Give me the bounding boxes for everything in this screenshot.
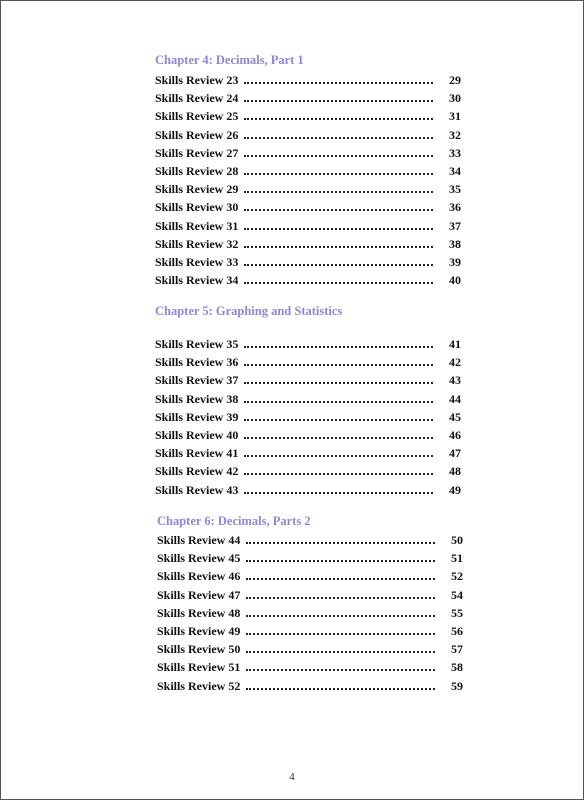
toc-entry-page-number: 46 bbox=[449, 428, 461, 442]
toc-entry-label: Skills Review 37 bbox=[155, 373, 239, 388]
toc-entry-label: Skills Review 24 bbox=[155, 91, 239, 106]
toc-entry[interactable] bbox=[157, 531, 463, 549]
toc-entry[interactable] bbox=[157, 567, 463, 585]
toc-entry[interactable] bbox=[155, 371, 461, 389]
toc-entry[interactable] bbox=[155, 462, 461, 480]
toc-entry-label: Skills Review 25 bbox=[155, 109, 239, 124]
toc-entry[interactable] bbox=[155, 71, 461, 89]
toc-entry-label: Skills Review 40 bbox=[155, 428, 239, 442]
toc-entry-page-number: 35 bbox=[449, 182, 461, 197]
toc-entry-page-number: 40 bbox=[449, 273, 461, 288]
toc-entry-label: Skills Review 49 bbox=[157, 624, 241, 638]
dot-leader bbox=[244, 492, 433, 494]
toc-entry[interactable] bbox=[157, 640, 463, 658]
toc-entry-label: Skills Review 46 bbox=[157, 569, 241, 584]
chapter-heading: Chapter 5: Graphing and Statistics bbox=[155, 304, 343, 318]
toc-entry-label: Skills Review 45 bbox=[157, 551, 241, 566]
toc-entry[interactable] bbox=[155, 180, 461, 198]
toc-entry-page-number: 41 bbox=[449, 337, 461, 351]
dot-leader bbox=[244, 419, 433, 421]
dot-leader bbox=[244, 155, 433, 157]
dot-leader bbox=[244, 228, 433, 230]
toc-entry-label: Skills Review 43 bbox=[155, 482, 239, 497]
toc-entry[interactable] bbox=[155, 390, 461, 408]
toc-entry[interactable] bbox=[157, 677, 463, 695]
toc-entry-page-number: 32 bbox=[449, 127, 461, 142]
toc-entry-label: Skills Review 34 bbox=[155, 273, 239, 288]
toc-entry-label: Skills Review 32 bbox=[155, 236, 239, 251]
dot-leader bbox=[244, 100, 433, 102]
toc-entry[interactable] bbox=[157, 658, 463, 676]
dot-leader bbox=[244, 137, 433, 139]
page-number: 4 bbox=[289, 771, 295, 783]
dot-leader bbox=[244, 346, 433, 348]
toc-entry-label: Skills Review 39 bbox=[155, 409, 239, 424]
dot-leader bbox=[244, 209, 433, 211]
toc-entry[interactable] bbox=[155, 444, 461, 462]
toc-entry-page-number: 54 bbox=[451, 587, 463, 602]
chapter-heading: Chapter 4: Decimals, Part 1 bbox=[155, 53, 304, 67]
toc-entry[interactable] bbox=[155, 426, 461, 444]
toc-entry-page-number: 57 bbox=[451, 642, 463, 657]
toc-entry-label: Skills Review 26 bbox=[155, 127, 239, 142]
toc-entry-page-number: 48 bbox=[449, 464, 461, 479]
toc-entry[interactable] bbox=[157, 604, 463, 622]
dot-leader bbox=[246, 688, 435, 690]
dot-leader bbox=[244, 246, 433, 248]
toc-entry-page-number: 47 bbox=[449, 446, 461, 461]
dot-leader bbox=[246, 597, 435, 599]
toc-entry-page-number: 29 bbox=[449, 73, 461, 87]
toc-entry[interactable] bbox=[155, 271, 461, 289]
toc-entry-page-number: 56 bbox=[451, 624, 463, 638]
toc-entry[interactable] bbox=[155, 198, 461, 216]
toc-entry-page-number: 39 bbox=[449, 255, 461, 269]
toc-entry-label: Skills Review 42 bbox=[155, 464, 239, 479]
dot-leader bbox=[246, 633, 435, 635]
dot-leader bbox=[246, 615, 435, 617]
chapter-heading: Chapter 6: Decimals, Parts 2 bbox=[157, 514, 311, 528]
toc-entry-label: Skills Review 47 bbox=[157, 587, 241, 602]
toc-entry-label: Skills Review 31 bbox=[155, 218, 239, 233]
dot-leader bbox=[244, 364, 433, 366]
toc-entry[interactable] bbox=[155, 235, 461, 253]
toc-entry-label: Skills Review 50 bbox=[157, 642, 241, 657]
toc-entry[interactable] bbox=[155, 253, 461, 271]
dot-leader bbox=[244, 82, 433, 84]
toc-entry-page-number: 43 bbox=[449, 373, 461, 388]
dot-leader bbox=[246, 542, 435, 544]
toc-entry-page-number: 33 bbox=[449, 145, 461, 160]
toc-entry-label: Skills Review 44 bbox=[157, 533, 241, 547]
toc-entry-label: Skills Review 35 bbox=[155, 337, 239, 351]
dot-leader bbox=[246, 651, 435, 653]
toc-entry[interactable] bbox=[157, 622, 463, 640]
toc-entry-page-number: 51 bbox=[451, 551, 463, 566]
toc-entry[interactable] bbox=[155, 217, 461, 235]
toc-entry-page-number: 45 bbox=[449, 409, 461, 424]
toc-entry-label: Skills Review 27 bbox=[155, 145, 239, 160]
dot-leader bbox=[244, 282, 433, 284]
dot-leader bbox=[244, 191, 433, 193]
dot-leader bbox=[244, 473, 433, 475]
toc-entry-label: Skills Review 48 bbox=[157, 605, 241, 620]
toc-entry-page-number: 55 bbox=[451, 605, 463, 620]
toc-entry[interactable] bbox=[155, 107, 461, 125]
toc-entry[interactable] bbox=[155, 144, 461, 162]
toc-entry-page-number: 44 bbox=[449, 391, 461, 406]
toc-entry-page-number: 58 bbox=[451, 660, 463, 675]
toc-entry[interactable] bbox=[155, 408, 461, 426]
dot-leader bbox=[246, 578, 435, 580]
toc-entry-page-number: 31 bbox=[449, 109, 461, 124]
toc-entry[interactable] bbox=[155, 162, 461, 180]
toc-entry-label: Skills Review 38 bbox=[155, 391, 239, 406]
dot-leader bbox=[244, 382, 433, 384]
dot-leader bbox=[246, 669, 435, 671]
dot-leader bbox=[244, 264, 433, 266]
dot-leader bbox=[244, 455, 433, 457]
toc-entry-label: Skills Review 28 bbox=[155, 164, 239, 178]
toc-entry-label: Skills Review 29 bbox=[155, 182, 239, 197]
toc-entry-label: Skills Review 51 bbox=[157, 660, 241, 675]
toc-entry-page-number: 42 bbox=[449, 355, 461, 370]
dot-leader bbox=[244, 173, 433, 175]
toc-entry-page-number: 52 bbox=[451, 569, 463, 584]
toc-entry-page-number: 59 bbox=[451, 678, 463, 693]
toc-entry[interactable] bbox=[157, 586, 463, 604]
toc-entry[interactable] bbox=[155, 335, 461, 353]
toc-entry-label: Skills Review 33 bbox=[155, 255, 239, 269]
dot-leader bbox=[244, 401, 433, 403]
dot-leader bbox=[246, 560, 435, 562]
toc-entry-page-number: 38 bbox=[449, 236, 461, 251]
dot-leader bbox=[244, 118, 433, 120]
toc-entry[interactable] bbox=[155, 89, 461, 107]
toc-entry-page-number: 30 bbox=[449, 91, 461, 106]
toc-entry-label: Skills Review 41 bbox=[155, 446, 239, 461]
toc-entry[interactable] bbox=[157, 549, 463, 567]
toc-entry-label: Skills Review 36 bbox=[155, 355, 239, 370]
toc-entry-page-number: 37 bbox=[449, 218, 461, 233]
toc-entry[interactable] bbox=[155, 126, 461, 144]
toc-entry-label: Skills Review 52 bbox=[157, 678, 241, 693]
toc-entry[interactable] bbox=[155, 481, 461, 499]
toc-entry-page-number: 36 bbox=[449, 200, 461, 215]
toc-entry-label: Skills Review 30 bbox=[155, 200, 239, 215]
dot-leader bbox=[244, 437, 433, 439]
toc-entry-label: Skills Review 23 bbox=[155, 73, 239, 87]
toc-entry-page-number: 49 bbox=[449, 482, 461, 497]
toc-entry-page-number: 50 bbox=[451, 533, 463, 547]
toc-entry-page-number: 34 bbox=[449, 164, 461, 178]
toc-entry[interactable] bbox=[155, 353, 461, 371]
